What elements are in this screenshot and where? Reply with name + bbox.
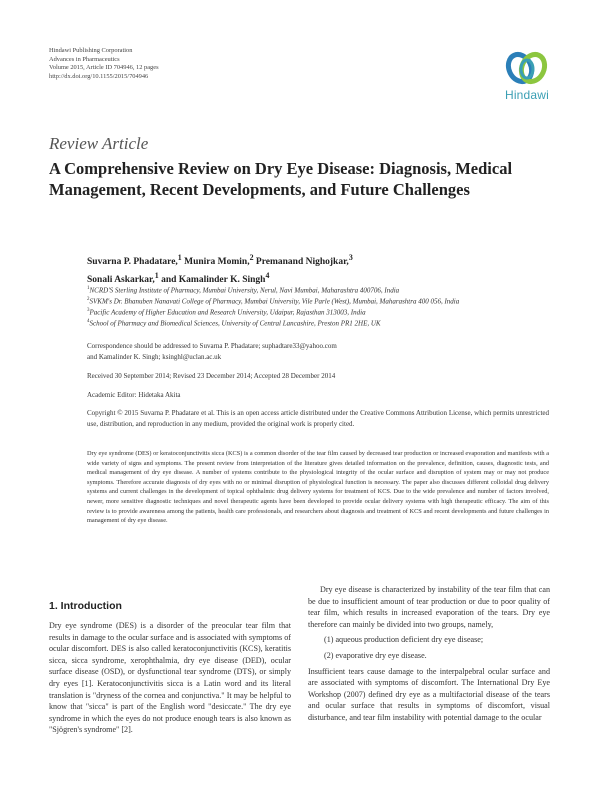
doi-link[interactable]: http://dx.doi.org/10.1155/2015/704946	[49, 72, 149, 80]
affiliation-text: Pacific Academy of Higher Education and Research University, Udaipur, Rajasthan 313003, India	[89, 308, 366, 317]
affiliation-sup: 4	[87, 319, 90, 324]
logo-text: Hindawi	[504, 88, 550, 102]
list-item: (2) evaporative dry eye disease.	[324, 650, 427, 660]
intro-paragraph: Dry eye syndrome (DES) is a disorder of the preocular tear film that results in damage to the ocular surface and is associated with symptoms of ocular discomfort. DES is also called keratoconjunctivitis (KCS), keratitis sicca, sicca syndrome, xerophthalmia, dry eye disease (DED), ocular surface disease (OSD), or dysfunctional tear syndrome (DTS), or simply dry eyes [1]. Keratoconjunctivitis sicca is a Latin word and its literal translation is "dryness of the cornea and conjunctiva." It may be helpful to know that "sicca" is part of the English word "desiccate." The dry eye syndrome in which the eyes do not produce enough tears is also known as "Sjögren's syndrome" [2].	[49, 621, 291, 735]
hindawi-logo-icon	[496, 48, 558, 88]
intro-right-column	[308, 584, 550, 724]
article-title: A Comprehensive Review on Dry Eye Disease: Diagnosis, Medical Management, Recent Developments, and Future Challenges	[49, 159, 513, 199]
correspondence-line: and Kamalinder K. Singh; ksinghl@uclan.ac.uk	[87, 352, 222, 361]
author-name: Munira Momin,	[184, 257, 250, 268]
journal-name: Advances in Pharmaceutics	[49, 55, 120, 63]
author-name: Suvarna P. Phadatare,	[87, 257, 178, 268]
author-list	[87, 251, 527, 287]
article-type: Review Article	[49, 134, 149, 153]
affiliation-sup: 2	[87, 297, 90, 302]
affiliation-sup: 3	[87, 308, 90, 313]
author-sup: 3	[348, 253, 353, 262]
author-sup: 4	[265, 271, 270, 281]
author-sup: 1	[177, 253, 182, 262]
author-name: Sonali Askarkar,	[87, 275, 155, 286]
received-dates: Received 30 September 2014; Revised 23 December 2014; Accepted 28 December 2014	[87, 372, 336, 380]
author-sup: 2	[249, 253, 254, 262]
section-heading: 1. Introduction	[49, 600, 122, 612]
journal-info	[49, 47, 159, 81]
author-name: Premanand Nighojkar,	[255, 257, 349, 268]
affiliation-text: School of Pharmacy and Biomedical Sciences, University of Central Lancashire, Preston PR1 2HE, UK	[89, 319, 381, 328]
intro-left-column	[49, 600, 291, 736]
list-item: (1) aqueous production deficient dry eye disease;	[324, 635, 484, 645]
intro-paragraph: Dry eye disease is characterized by instability of the tear film that can be due to insufficient amount of tear production or due to poor quality of tear film, which results in increased evaporation of the tears. Dry eye therefore can mainly be divided into two groups, namely,	[308, 585, 550, 629]
copyright-notice: Copyright © 2015 Suvarna P. Phadatare et al. This is an open access article distributed under the Creative Commons Attribution License, which permits unrestricted use, distribution, and reproduction in any medium, provided the original work is properly cited.	[87, 409, 549, 428]
affiliation	[87, 317, 557, 329]
affiliation-sup: 1	[87, 286, 90, 291]
author-sup: 1	[154, 271, 159, 281]
affiliation-text: SVKM's Dr. Bhanuben Nanavati College of Pharmacy, Mumbai University, Vile Parle (West), Mumbai, Maharashtra 400 056, India	[89, 297, 460, 306]
volume-info: Volume 2015, Article ID 704946, 12 pages	[49, 64, 159, 71]
academic-editor: Academic Editor: Hidetaka Akita	[87, 391, 181, 399]
author-name: and Kamalinder K. Singh	[161, 275, 266, 286]
publisher: Hindawi Publishing Corporation	[49, 47, 133, 54]
affiliation-text: NCRD'S Sterling Institute of Pharmacy, Mumbai University, Nerul, Navi Mumbai, Maharashtra 400706, India	[89, 286, 400, 295]
correspondence-line: Correspondence should be addressed to Suvarna P. Phadatare; suphadtare33@yahoo.com	[87, 342, 337, 350]
abstract: Dry eye syndrome (DES) or keratoconjunctivitis sicca (KCS) is a common disorder of the tear film caused by decreased tear production or increased evaporation and manifests with a wide variety of signs and symptoms. The present review from interpretation of the literature gives detailed information on the prevalence, definition, causes, diagnostic tests, and medical management of dry eye disease. A number of systems contribute to the physiological integrity of the ocular surface and disruption of system may or may not produce symptoms. Therefore accurate diagnosis of dry eyes with no or minimal disruption of physiological function is necessary. The paper also discusses different colloidal drug delivery systems and current challenges in the development of topical ophthalmic drug delivery systems for treatment of KCS. Due to the wide prevalence and number of factors involved, newer, more sensitive diagnostic techniques and novel therapeutic agents have been developed to provide ocular delivery systems with high therapeutic efficacy. The aim of this review is to provide awareness among the patients, health care professionals, and researchers about diagnosis and treatment of KCS and recent developments and future challenges in management of dry eye disease.	[87, 450, 549, 525]
intro-paragraph: Insufficient tears cause damage to the interpalpebral ocular surface and are associated with symptoms of discomfort. The International Dry Eye Workshop (2007) defined dry eye as a multifactorial disease of the tears and ocular surface that results in symptoms of discomfort, visual disturbance, and tear film instability with potential damage to the ocular	[308, 666, 550, 722]
hindawi-logo	[496, 48, 558, 106]
correspondence	[87, 341, 337, 362]
